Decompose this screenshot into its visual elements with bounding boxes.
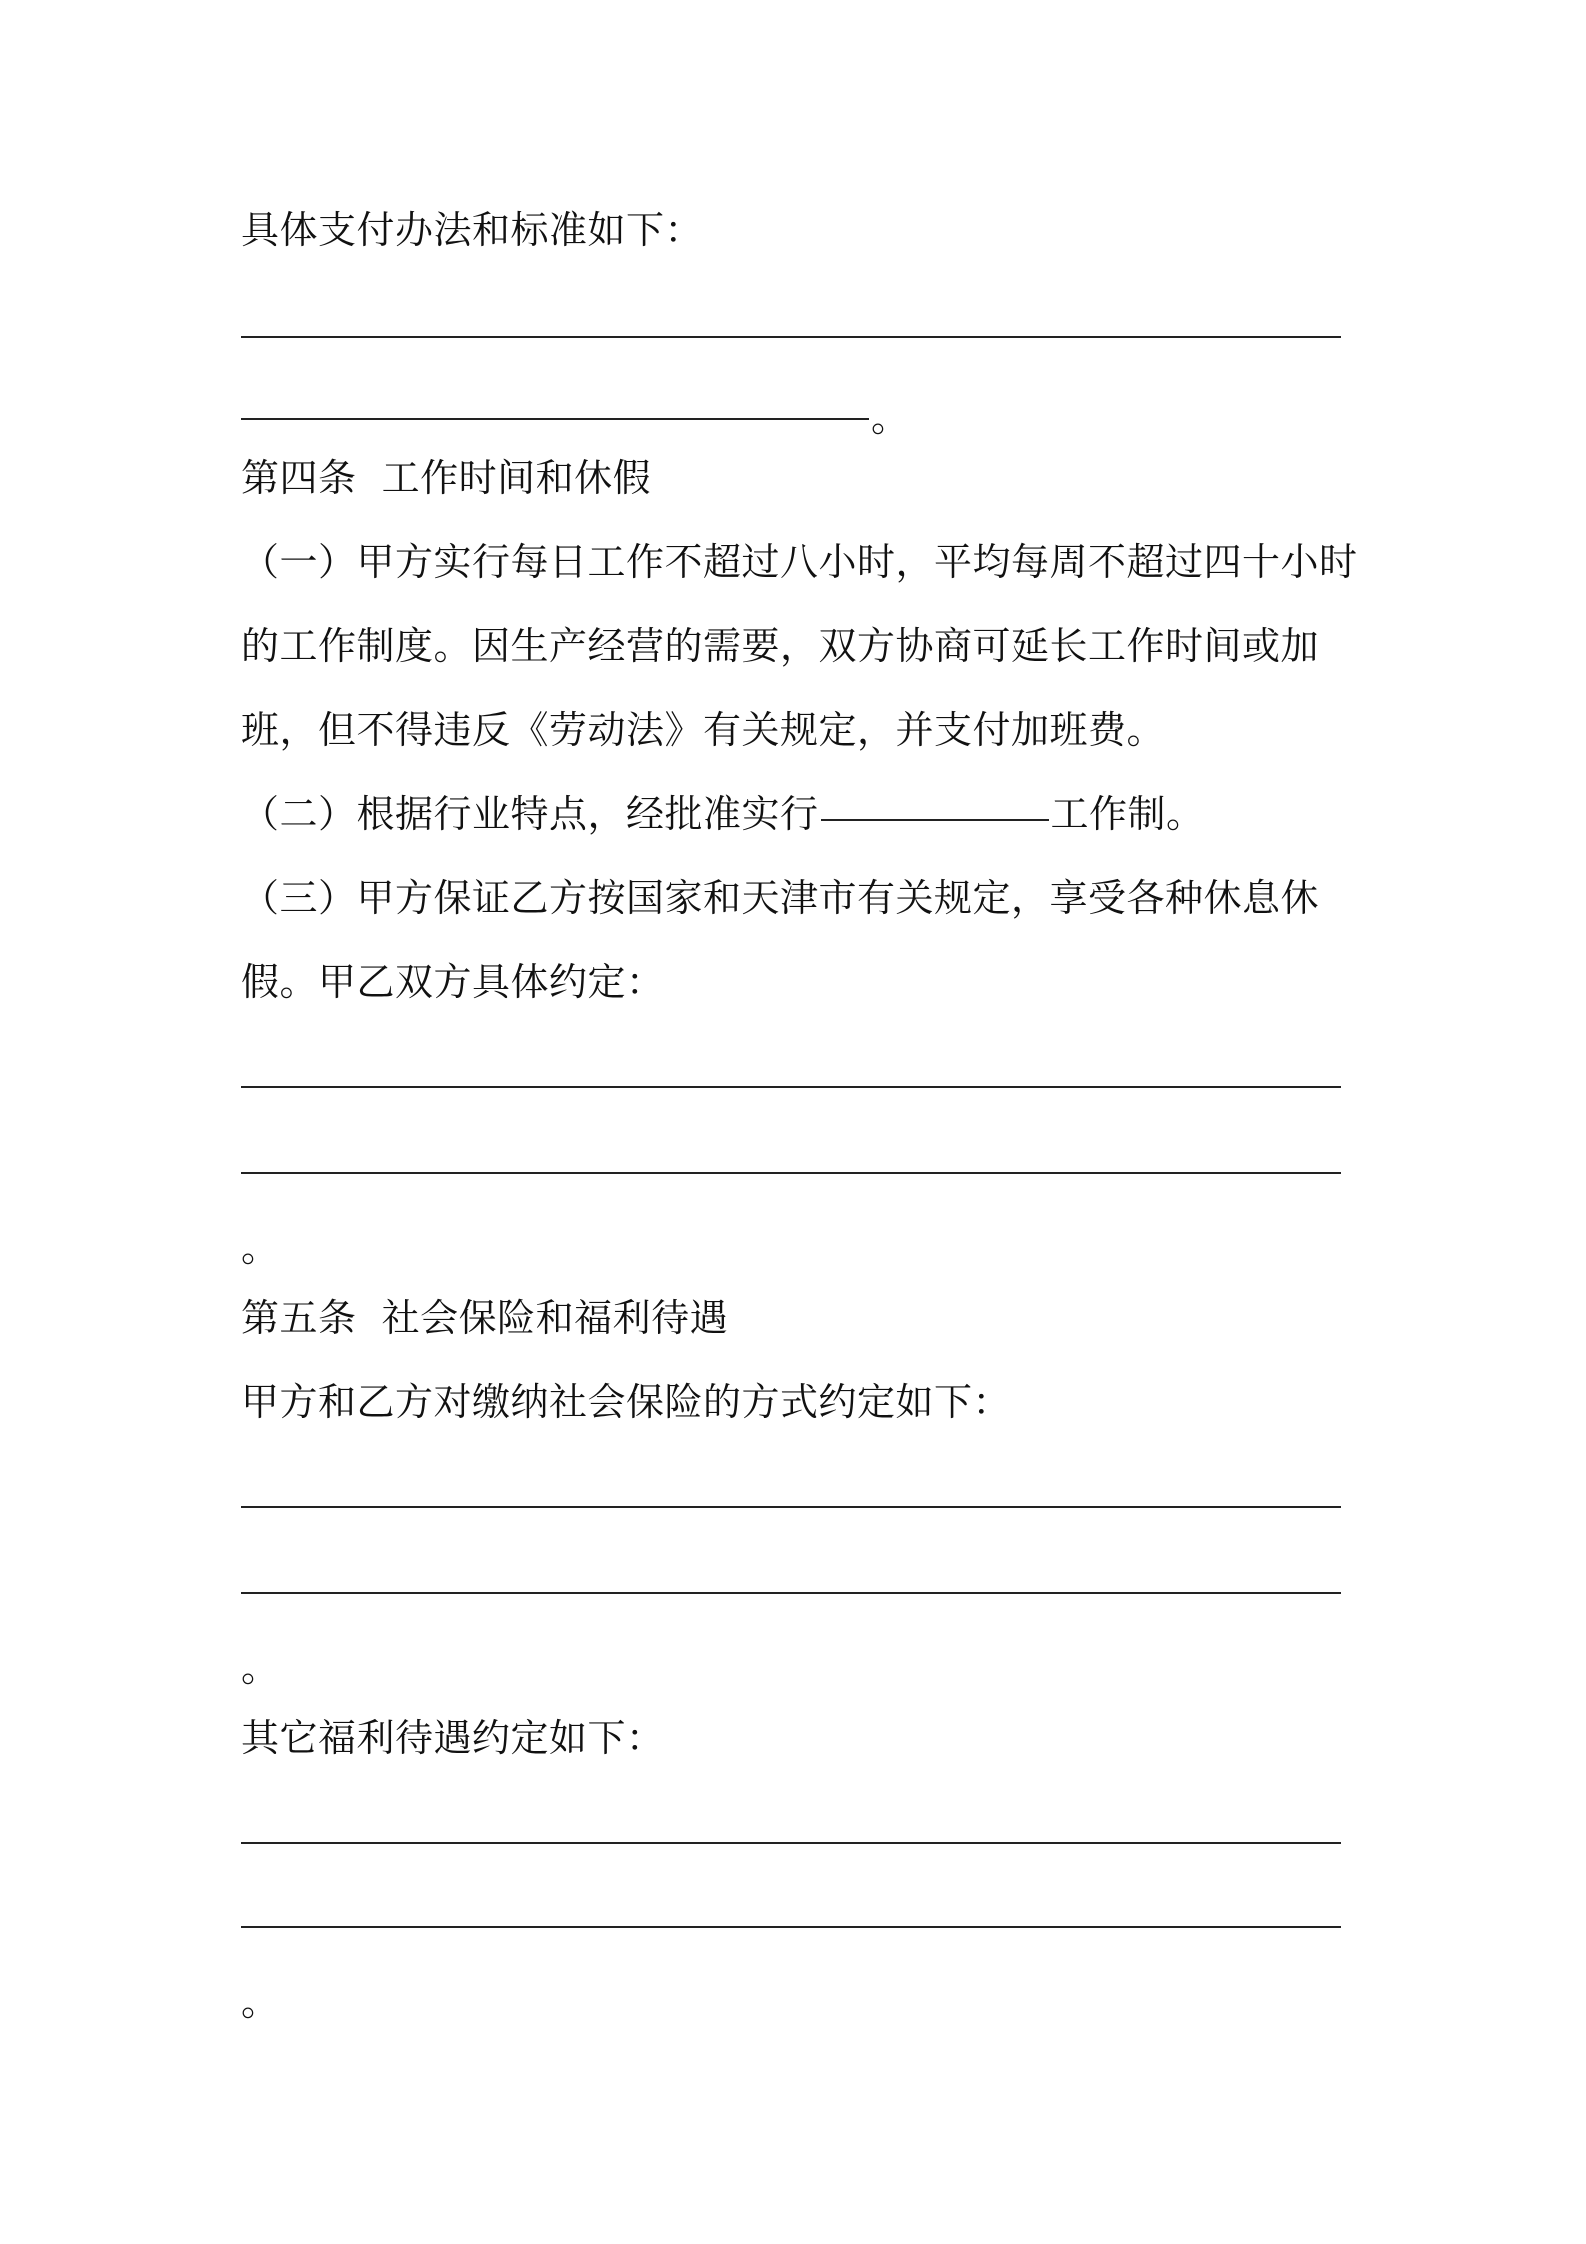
fill-line-1 [241,336,1341,338]
clause-2-line [241,788,1371,840]
fill-line-2 [241,418,869,420]
fill-line-4 [241,1172,1341,1174]
fill-line-7 [241,1842,1341,1844]
fill-line-5 [241,1506,1341,1508]
clause-3-line-1: （三）甲方保证乙方按国家和天津市有关规定，享受各种休息休 [241,876,1320,920]
clause-2-text: （二）根据行业特点，经批准实行 [241,792,819,836]
payment-method-label: 具体支付办法和标准如下： [241,208,704,252]
social-insurance-label: 甲方和乙方对缴纳社会保险的方式约定如下： [241,1380,1012,1424]
work-system-blank [821,819,1049,821]
clause-1-line-2: 的工作制度。因生产经营的需要，双方协商可延长工作时间或加 [241,624,1320,668]
end-period-4: 。 [241,1980,280,2024]
clause-3-line-2: 假。甲乙双方具体约定： [241,960,665,1004]
fill-line-8 [241,1926,1341,1928]
end-period-2: 。 [241,1226,280,1270]
other-benefits-label: 其它福利待遇约定如下： [241,1716,665,1760]
clause-1-line-3: 班，但不得违反《劳动法》有关规定，并支付加班费。 [241,708,1166,752]
clause-2-suffix: 工作制。 [1050,792,1205,836]
fill-line-6 [241,1592,1341,1594]
end-period-1: 。 [871,396,910,440]
fill-line-3 [241,1086,1341,1088]
clause-1-line-1: （一）甲方实行每日工作不超过八小时，平均每周不超过四十小时 [241,540,1358,584]
article-five-heading: 第五条 社会保险和福利待遇 [241,1296,729,1340]
end-period-3: 。 [241,1646,280,1690]
article-four-heading: 第四条 工作时间和休假 [241,456,652,500]
